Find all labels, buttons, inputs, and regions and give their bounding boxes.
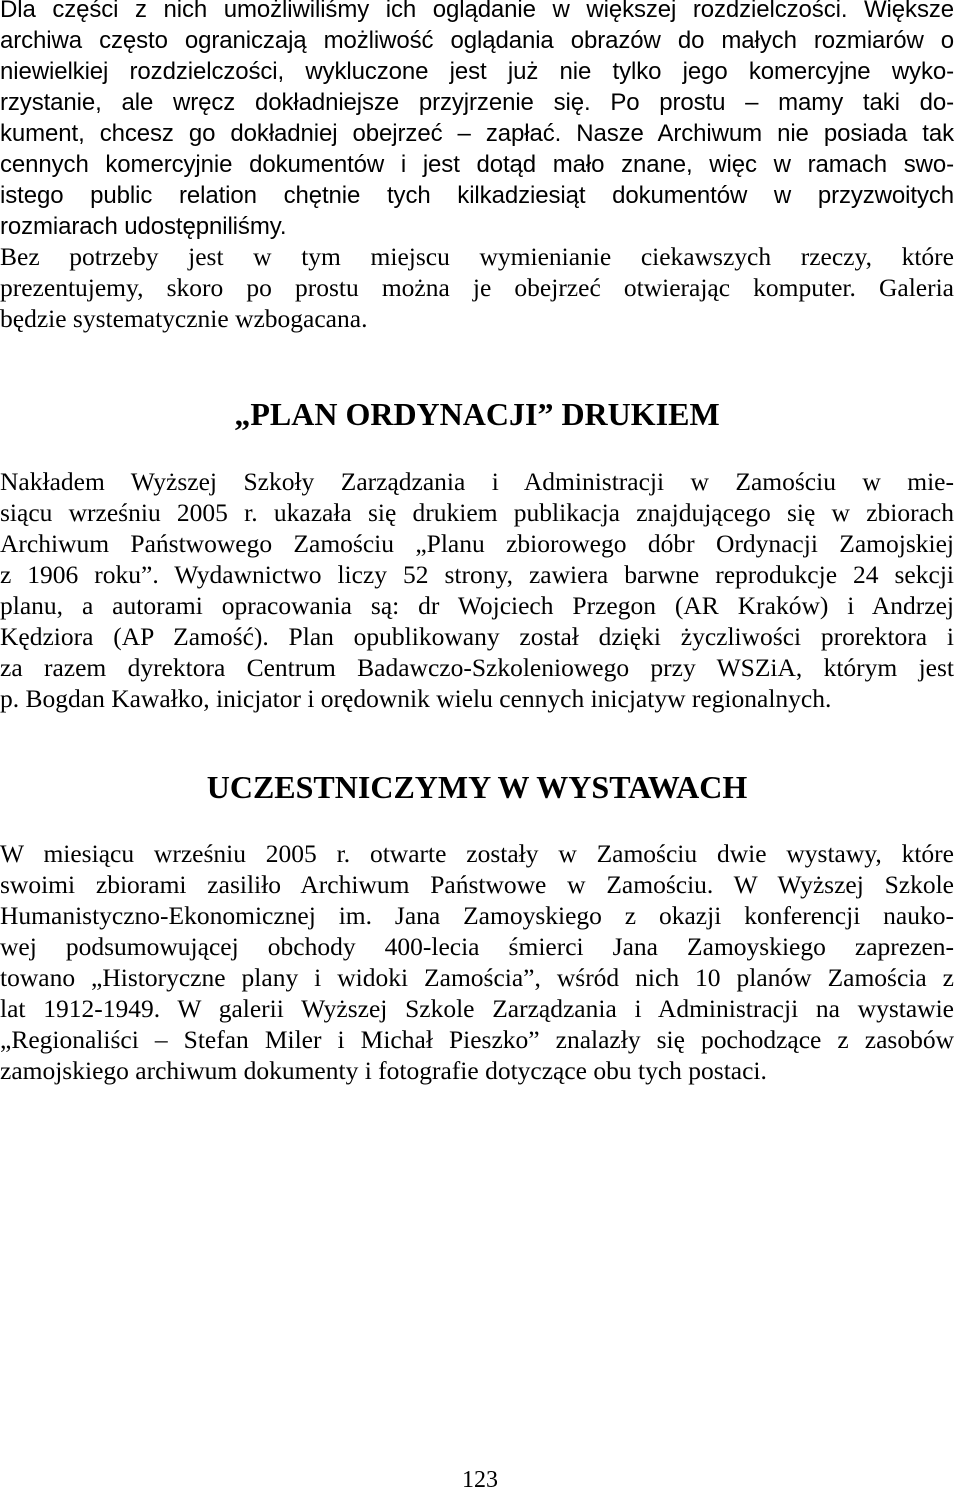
section-heading-plan: „PLAN ORDYNACJI” DRUKIEM	[234, 396, 720, 432]
plan-line: planu, a autorami opracowania są: dr Wojciech Przegon (AR Kraków) i Andrzej	[0, 591, 954, 620]
exhibitions-line: towano „Historyczne plany i widoki Zamościa”, wśród nich 10 planów Zamościa z	[0, 963, 954, 992]
exhibitions-line: swoimi zbiorami zasiliło Archiwum Państwowe w Zamościu. W Wyższej Szkole	[0, 870, 954, 899]
exhibitions-line: Humanistyczno-Ekonomicznej im. Jana Zamoyskiego z okazji konferencji nauko-	[0, 901, 954, 930]
exhibitions-line: lat 1912-1949. W galerii Wyższej Szkole Zarządzania i Administracji na wystawie	[0, 994, 954, 1023]
gallery-line: prezentujemy, skoro po prostu można je obejrzeć otwierając komputer. Galeria	[0, 273, 954, 302]
intro-line: cennych komercyjnie dokumentów i jest dotąd mało znane, więc w ramach swo-	[0, 151, 954, 178]
intro-line: niewielkiej rozdzielczości, wykluczone jest już nie tylko jego komercyjne wyko-	[0, 58, 954, 85]
intro-line: kument, chcesz go dokładniej obejrzeć – zapłać. Nasze Archiwum nie posiada tak	[0, 120, 954, 147]
plan-line: Archiwum Państwowego Zamościu „Planu zbiorowego dóbr Ordynacji Zamojskiej	[0, 529, 954, 558]
intro-line: archiwa często ograniczają możliwość oglądania obrazów do małych rozmiarów o	[0, 27, 954, 54]
plan-line: p. Bogdan Kawałko, inicjator i orędownik wielu cennych inicjatyw regionalnych.	[0, 684, 832, 713]
gallery-line: będzie systematycznie wzbogacana.	[0, 304, 368, 333]
intro-line: rozmiarach udostępniliśmy.	[0, 213, 287, 240]
gallery-line: Bez potrzeby jest w tym miejscu wymienianie ciekawszych rzeczy, które	[0, 242, 954, 271]
plan-line: Kędziora (AP Zamość). Plan opublikowany został dzięki życzliwości prorektora i	[0, 622, 954, 651]
plan-line: za razem dyrektora Centrum Badawczo-Szkoleniowego przy WSZiA, którym jest	[0, 653, 954, 682]
intro-line: Dla części z nich umożliwiliśmy ich oglądanie w większej rozdzielczości. Większe	[0, 0, 954, 23]
plan-line: siącu wrześniu 2005 r. ukazała się drukiem publikacja znajdującego się w zbiorach	[0, 498, 954, 527]
exhibitions-line: wej podsumowującej obchody 400-lecia śmierci Jana Zamoyskiego zaprezen-	[0, 932, 954, 961]
page-number: 123	[462, 1467, 498, 1493]
intro-line: istego public relation chętnie tych kilkadziesiąt dokumentów w przyzwoitych	[0, 182, 954, 209]
exhibitions-line: W miesiącu wrześniu 2005 r. otwarte zostały w Zamościu dwie wystawy, które	[0, 839, 954, 868]
section-heading-exhibitions: UCZESTNICZYMY W WYSTAWACH	[206, 769, 748, 805]
plan-line: z 1906 roku”. Wydawnictwo liczy 52 strony, zawiera barwne reprodukcje 24 sekcji	[0, 560, 954, 589]
exhibitions-line: „Regionaliści – Stefan Miler i Michał Pieszko” znalazły się pochodzące z zasobów	[0, 1025, 954, 1054]
plan-line: Nakładem Wyższej Szkoły Zarządzania i Administracji w Zamościu w mie-	[0, 467, 954, 496]
exhibitions-line: zamojskiego archiwum dokumenty i fotografie dotyczące obu tych postaci.	[0, 1056, 767, 1085]
intro-line: rzystanie, ale wręcz dokładniejsze przyjrzenie się. Po prostu – mamy taki do-	[0, 89, 954, 116]
